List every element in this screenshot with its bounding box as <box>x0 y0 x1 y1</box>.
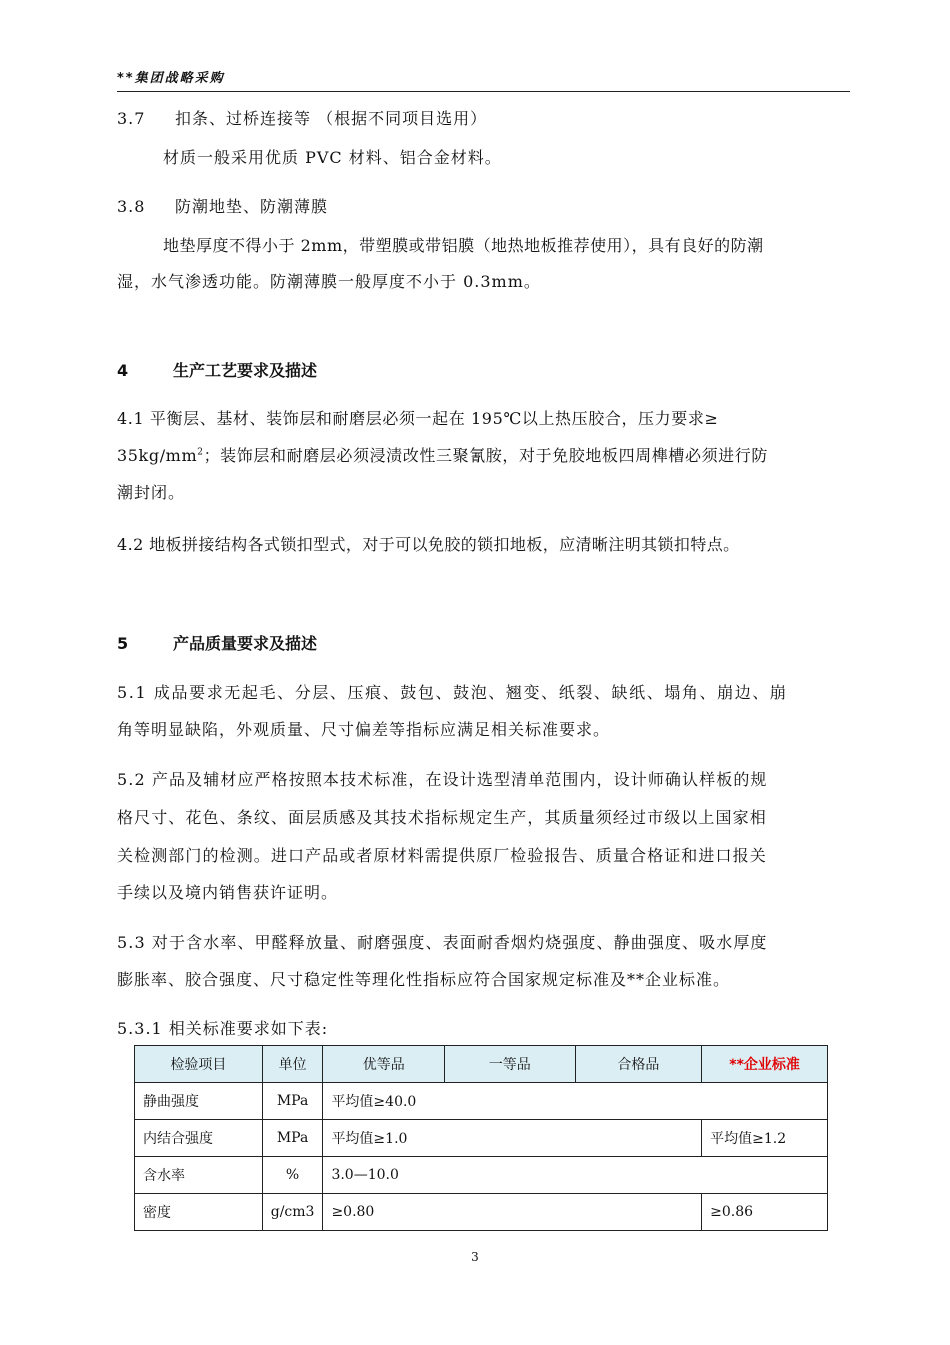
value-cell: ≥0.80 <box>323 1194 702 1231</box>
section-5-heading <box>117 631 317 654</box>
section-5-2-line3: 关检测部门的检测。进口产品或者原材料需提供原厂检验报告、质量合格证和进口报关 <box>117 846 767 865</box>
heading-title: 产品质量要求及描述 <box>173 634 318 653</box>
table-row <box>135 1083 828 1120</box>
page-number: 3 <box>471 1250 479 1264</box>
unit-cell: MPa <box>262 1120 323 1157</box>
section-5-2-line1: 5.2 产品及辅材应严格按照本技术标准，在设计选型清单范围内，设计师确认样板的规 <box>117 770 768 789</box>
section-5-3-line1: 5.3 对于含水率、甲醛释放量、耐磨强度、表面耐香烟灼烧强度、静曲强度、吸水厚度 <box>117 933 768 952</box>
unit-cell: MPa <box>262 1083 323 1120</box>
section-3-8-body-line2: 湿，水气渗透功能。防潮薄膜一般厚度不小于 0.3mm。 <box>117 272 541 291</box>
pressure-value: 35kg/mm <box>117 446 198 465</box>
section-5-2-line2: 格尺寸、花色、条纹、面层质感及其技术指标规定生产，其质量须经过市级以上国家相 <box>117 808 767 827</box>
document-header-title: **集团战略采购 <box>117 71 225 86</box>
item-cell: 含水率 <box>135 1157 263 1194</box>
column-header-corp-standard: **企业标准 <box>702 1046 828 1083</box>
section-3-8-title <box>117 194 328 217</box>
section-3-8-body-line1: 地垫厚度不得小于 2mm，带塑膜或带铝膜（地热地板推荐使用），具有良好的防潮 <box>163 236 764 255</box>
header-rule <box>117 91 850 92</box>
value-cell: 3.0—10.0 <box>323 1157 828 1194</box>
section-3-7-body: 材质一般采用优质 PVC 材料、铝合金材料。 <box>163 148 502 167</box>
section-4-heading <box>117 358 317 381</box>
heading-number: 5 <box>117 634 129 653</box>
section-5-2-line4: 手续以及境内销售获许证明。 <box>117 883 339 902</box>
corp-standard-cell: 平均值≥1.2 <box>702 1120 828 1157</box>
column-header: 检验项目 <box>135 1046 263 1083</box>
section-title: 防潮地垫、防潮薄膜 <box>175 197 329 216</box>
section-5-1-line1: 5.1 成品要求无起毛、分层、压痕、鼓包、鼓泡、翘变、纸裂、缺纸、塌角、崩边、崩 <box>117 683 788 702</box>
table-row <box>135 1194 828 1231</box>
section-4-1-line2 <box>117 443 768 466</box>
section-4-1-line3: 潮封闭。 <box>117 483 186 502</box>
section-5-1-line2: 角等明显缺陷，外观质量、尺寸偏差等指标应满足相关标准要求。 <box>117 720 611 739</box>
table-row <box>135 1120 828 1157</box>
heading-number: 4 <box>117 361 129 380</box>
corp-standard-cell: ≥0.86 <box>702 1194 828 1231</box>
table-row <box>135 1157 828 1194</box>
value-cell: 平均值≥40.0 <box>323 1083 828 1120</box>
value-cell: 平均值≥1.0 <box>323 1120 702 1157</box>
section-4-1-line2-rest: ；装饰层和耐磨层必须浸渍改性三聚氰胺，对于免胶地板四周榫槽必须进行防 <box>203 446 768 465</box>
section-5-3-1-label: 5.3.1 相关标准要求如下表: <box>117 1019 329 1038</box>
superscript: 2 <box>197 447 204 458</box>
item-cell: 内结合强度 <box>135 1120 263 1157</box>
section-title: 扣条、过桥连接等 （根据不同项目选用） <box>175 109 488 128</box>
column-header: 单位 <box>262 1046 323 1083</box>
item-cell: 密度 <box>135 1194 263 1231</box>
section-4-2-line1: 4.2 地板拼接结构各式锁扣型式，对于可以免胶的锁扣地板，应清晰注明其锁扣特点。 <box>117 535 740 554</box>
standards-table <box>134 1045 828 1231</box>
section-number: 3.7 <box>117 109 146 128</box>
section-5-3-line2: 膨胀率、胶合强度、尺寸稳定性等理化性指标应符合国家规定标准及**企业标准。 <box>117 970 731 989</box>
section-4-1-line1: 4.1 平衡层、基材、装饰层和耐磨层必须一起在 195℃以上热压胶合，压力要求≥ <box>117 409 719 428</box>
column-header: 优等品 <box>323 1046 445 1083</box>
item-cell: 静曲强度 <box>135 1083 263 1120</box>
heading-title: 生产工艺要求及描述 <box>173 361 318 380</box>
section-number: 3.8 <box>117 197 146 216</box>
column-header: 合格品 <box>575 1046 702 1083</box>
unit-cell: % <box>262 1157 323 1194</box>
section-3-7-title <box>117 106 487 129</box>
unit-cell: g/cm3 <box>262 1194 323 1231</box>
column-header: 一等品 <box>445 1046 576 1083</box>
table-header-row <box>135 1046 828 1083</box>
